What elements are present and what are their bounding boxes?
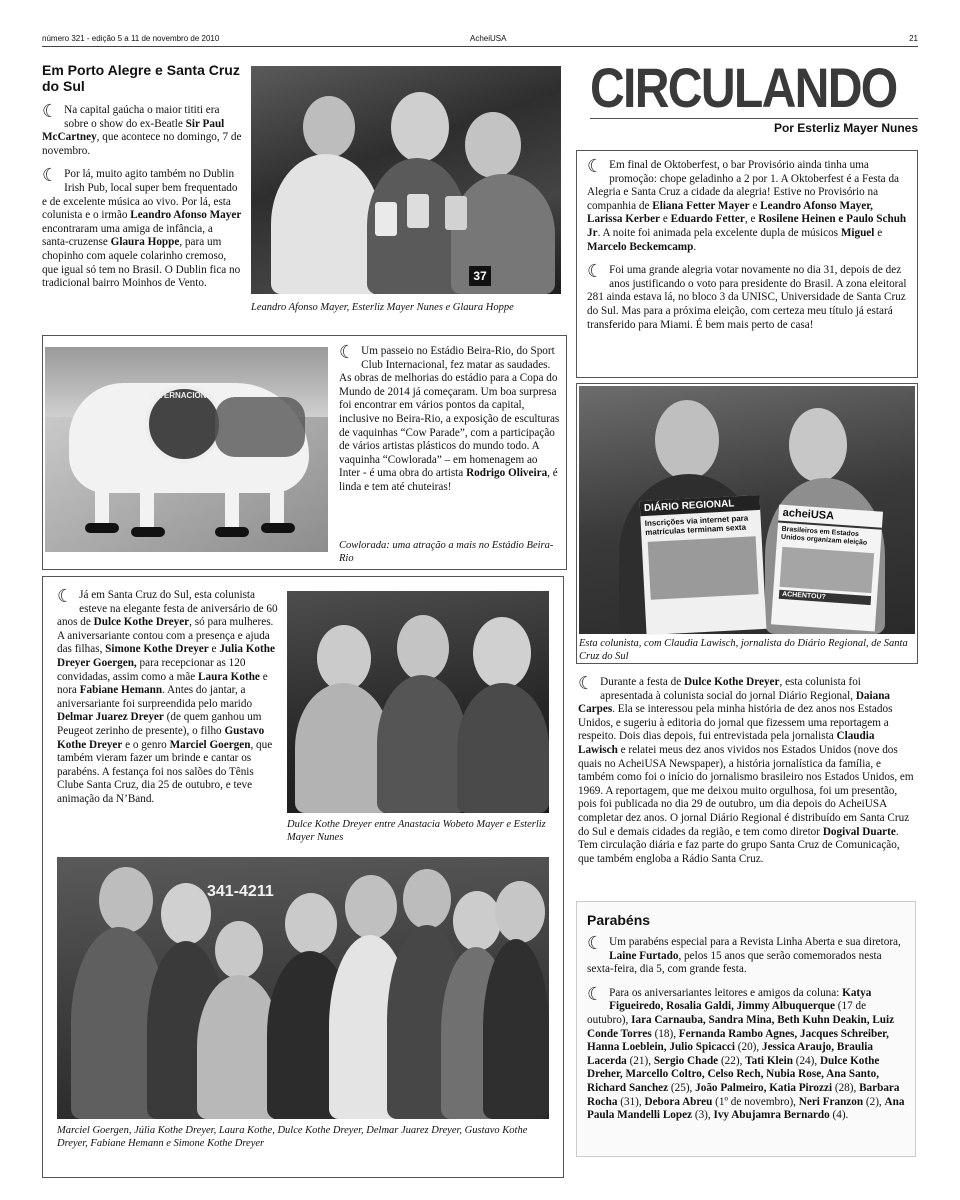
page-header [42,32,918,47]
parabens-box [576,901,916,1157]
family-photo-caption: Marciel Goergen, Júlia Kothe Dreyer, Laura Kothe, Dulce Kothe Dreyer, Delmar Juarez Dreyer, Gustavo Kothe Dreyer, Fabiane Hemann e Simone Kothe Dreyer [57,1125,528,1149]
oktoberfest-box [576,150,918,378]
crescent-moon-icon: ☾ [57,586,74,606]
paragraph: ☾ Um parabéns especial para a Revista Linha Aberta e sua diretora, Laine Furtado, pelos 15 anos que serão comemorados nesta sexta-feira, dia 5, com grande festa. [587,933,901,976]
paragraph: ☾ Em final de Oktoberfest, o bar Provisório ainda tinha uma promoção: chope geladinho a 2 por 1. A Oktoberfest é a Festa da Alegria e Santa Cruz a cidade da alegria! Estive no Provisório na companhia de Eliana Fetter Mayer e Leandro Afonso Mayer, Larissa Kerber e Eduardo Fetter, e Rosilene Heinen e Paulo Schuh Jr. A noite foi animada pela excelente dupla de músicos Miguel e Marcelo Beckemcamp. [587,156,907,253]
diario-regional-newspaper: DIÁRIO REGIONAL Inscrições via internet para matrículas terminam sexta [640,495,767,635]
birthday-list: ☾ Para os aniversariantes leitores e amigos da coluna: Katya Figueiredo, Rosalia Galdi, Jimmy Albuquerque (17 de outubro), Iara Carnauba, Sandra Mina, Beth Kuhn Deakin, Luiz Conde Torres (18), Fernanda Rambo Agnes, Jacques Schreiber, Hanna Loeblein, Julio Spicacci (20), Jessica Araujo, Braulia Lacerda (21), Sergio Chade (22), Tati Klein (24), Dulce Kothe Dreher, Marcello Coltro, Celso Rech, Nubia Rose, Ana Santo, Richard Sanchez (25), João Palmeiro, Katia Pirozzi (28), Barbara Rocha (31), Debora Abreu (1º de novembro), Neri Franzon (2), Ana Paula Mandelli Lopez (3), Ivy Abujamra Bernardo (4). [587,983,905,1122]
crescent-moon-icon: ☾ [587,156,604,176]
table-number-sign: 37 [469,266,491,286]
crescent-moon-icon: ☾ [578,673,595,693]
wall-sign: 341-4211 [207,883,274,900]
masthead [590,58,918,135]
beira-rio-text [339,342,561,505]
dulce-photo [287,591,549,813]
reportagem-text [578,673,916,876]
paragraph: ☾ Já em Santa Cruz do Sul, esta colunista esteve na elegante festa de aniversário de 60 anos de Dulce Kothe Dreyer, só para mulheres. A aniversariante contou com a presença e ajuda das filhas, Simone Kothe Dreyer e Julia Kothe Dreyer Goergen, para recepcionar as 120 convidadas, assim como a mãe Laura Kothe e nora Fabiane Hemann. Antes do jantar, a aniversariante foi surpreendida pelo marido Delmar Juarez Dreyer (de quem ganhou um Peugeot zerinho de presente), o filho Gustavo Kothe Dreyer e o genro Marciel Goergen, que também vieram fazer um brinde e cantar os parabéns. A festança foi nos salões do Tênis Clube Santa Cruz, dia 25 de outubro, e teve animação da N’Band. [57,586,278,805]
crescent-moon-icon: ☾ [587,983,604,1004]
newspaper-photo-caption: Esta colunista, com Claudia Lawisch, jornalista do Diário Regional, de Santa Cruz do Sul [579,638,908,662]
column-title: CIRCULANDO [590,56,897,119]
cow-logo-text: INTERNACIONAL [151,391,218,400]
page-number: 21 [909,34,918,43]
dulce-photo-caption: Dulce Kothe Dreyer entre Anastacia Wobeto Mayer e Esterliz Mayer Nunes [287,819,546,843]
dulce-party-box [42,576,564,1178]
family-group-photo [57,857,549,1119]
cow-photo [45,347,328,552]
crescent-moon-icon: ☾ [587,933,604,953]
porto-alegre-section [42,62,242,301]
crescent-moon-icon: ☾ [339,342,356,362]
paragraph: ☾ Foi uma grande alegria votar novamente no dia 31, depois de dez anos justificando o voto para presidente do Brasil. A zona eleitoral 281 ainda estava lá, no bloco 3 da UNISC, Universidade de Santa Cruz do Sul. Mas para a próxima eleição, com certeza meu título já estará transferido para Miami. É bem mais perto de casa! [587,261,907,331]
paragraph: ☾ Um passeio no Estádio Beira-Rio, do Sport Club Internacional, fez matar as saudades. As obras de melhorias do estádio para a Copa do Mundo de 2014 já começaram. Um boa surpresa foi encontrar em vários pontos da capital, inclusive no Beira-Rio, a exposição de esculturas de vaquinhas “Cow Parade”, com a participação de vários artistas plásticos do mundo todo. A vaquinha “Cowlorada” – em homenagem ao Inter - é uma obra do artista Rodrigo Oliveira, é linda e tem até chuteiras! [339,342,560,493]
cow-photo-caption: Cowlorada: uma atração a mais no Estádio Beira-Rio [339,540,554,564]
issue-info: número 321 - edição 5 a 11 de novembro de 2010 [42,34,220,43]
crescent-moon-icon: ☾ [42,165,59,186]
crescent-moon-icon: ☾ [587,261,604,282]
newspaper-photo [579,386,915,634]
acheiusa-newspaper: acheiUSA Brasileiros em Estados Unidos organizam eleição ACHENTOU? [771,505,883,632]
column-byline: Por Esterliz Mayer Nunes [773,121,918,135]
section-heading: Em Porto Alegre e Santa Cruz do Sul [42,62,240,94]
beira-rio-box [42,335,567,570]
paragraph: ☾ Durante a festa de Dulce Kothe Dreyer, esta colunista foi apresentada à colunista social do jornal Diário Regional, Daiana Carpes. Ela se interessou pela minha história de dez anos nos Estados Unidos, e sugeriu à editoria do jornal que fizessem uma reportagem a respeito. Dois dias depois, fui entrevistada pela jornalista Claudia Lawisch e relatei meus dez anos vividos nos Estados Unidos (nove dos quais no AcheiUSA Newspaper), a história jornalística da família, e também como foi o início do jornalismo brasileiro nos Estados Unidos, em 1969. A reportagem, que me deixou muito orgulhosa, foi um presentão, pois foi publicada no dia 29 de outubro, um dia depois do AcheiUSA completar dez anos. O jornal Diário Regional é distribuído em Santa Cruz do Sul e demais cidades da região, e tem como diretor Dogival Duarte. Tem circulação diária e faz parte do grupo Santa Cruz de Comunicação, que também engloba a Rádio Santa Cruz. [578,673,914,865]
section-heading: Parabéns [587,912,651,928]
newspaper-photo-box [576,383,918,664]
paper-name: AcheiUSA [470,34,507,43]
paragraph: ☾ Na capital gaúcha o maior tititi era sobre o show do ex-Beatle Sir Paul McCartney, que acontece no domingo, 7 de novembro. [42,101,242,157]
dulce-text [57,586,279,817]
dublin-photo [251,66,561,294]
paragraph: ☾ Por lá, muito agito também no Dublin Irish Pub, local super bem frequentado e de excelente música ao vivo. Por lá, esta colunista e o irmão Leandro Afonso Mayer encontraram uma amiga de infância, a santa-cruzense Glaura Hoppe, para um chopinho com aquele colarinho cremoso, que igual só tem no Brasil. O Dublin fica no tradicional bairro Moinhos de Vento. [42,165,242,290]
dublin-photo-caption: Leandro Afonso Mayer, Esterliz Mayer Nunes e Glaura Hoppe [251,302,514,313]
crescent-moon-icon: ☾ [42,101,59,121]
